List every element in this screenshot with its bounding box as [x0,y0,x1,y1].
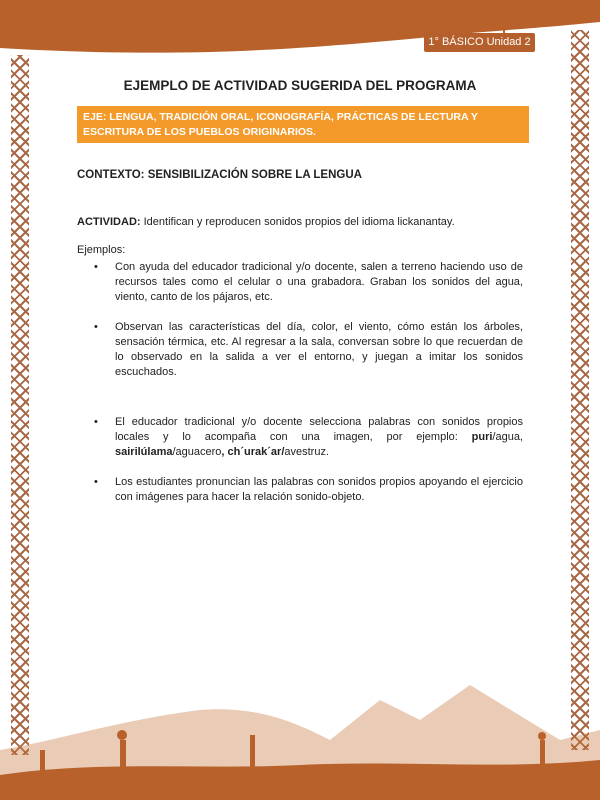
list-item: • El educador tradicional y/o docente selecciona palabras con sonidos propios locales y lo acompaña con una imagen, por ejemplo: puri/agua, sairilúlama/aguacero, ch´urak´ar/avestruz. [77,415,523,460]
actividad-text: Identifican y reproducen sonidos propios del idioma lickanantay. [140,216,455,228]
grade-unit-badge: 1° BÁSICO Unidad 2 [424,33,535,52]
contexto-heading: CONTEXTO: SENSIBILIZACIÓN SOBRE LA LENGUA [77,169,362,181]
list-item: • Los estudiantes pronuncian las palabras con sonidos propios apoyando el ejercicio con imágenes para hacer la relación sonido-objeto. [77,475,523,505]
actividad-label: ACTIVIDAD: [77,216,141,228]
right-decorative-border [571,30,589,750]
left-decorative-border [11,55,29,755]
list-item: • Con ayuda del educador tradicional y/o docente, salen a terreno haciendo uso de recursos tales como el celular o una grabadora. Graban los sonidos del agua, viento, canto de los pájaros, etc. [77,260,523,305]
examples-list [77,260,523,520]
list-item: • Observan las características del día, color, el viento, cómo están los árboles, sensación térmica, etc. Al regresar a la sala, conversan sobre lo que recuerdan de lo observado en la salida a ver el entorno, y juegan a imitar los sonidos escuchados. [77,320,523,380]
page-title: EJEMPLO DE ACTIVIDAD SUGERIDA DEL PROGRAMA [123,78,477,93]
ejemplos-label: Ejemplos: [77,244,126,256]
actividad [77,215,455,230]
landscape-illustration [0,680,600,800]
eje-banner: EJE: LENGUA, TRADICIÓN ORAL, ICONOGRAFÍA, PRÁCTICAS DE LECTURA Y ESCRITURA DE LOS PUEBLOS ORIGINARIOS. [77,106,529,143]
